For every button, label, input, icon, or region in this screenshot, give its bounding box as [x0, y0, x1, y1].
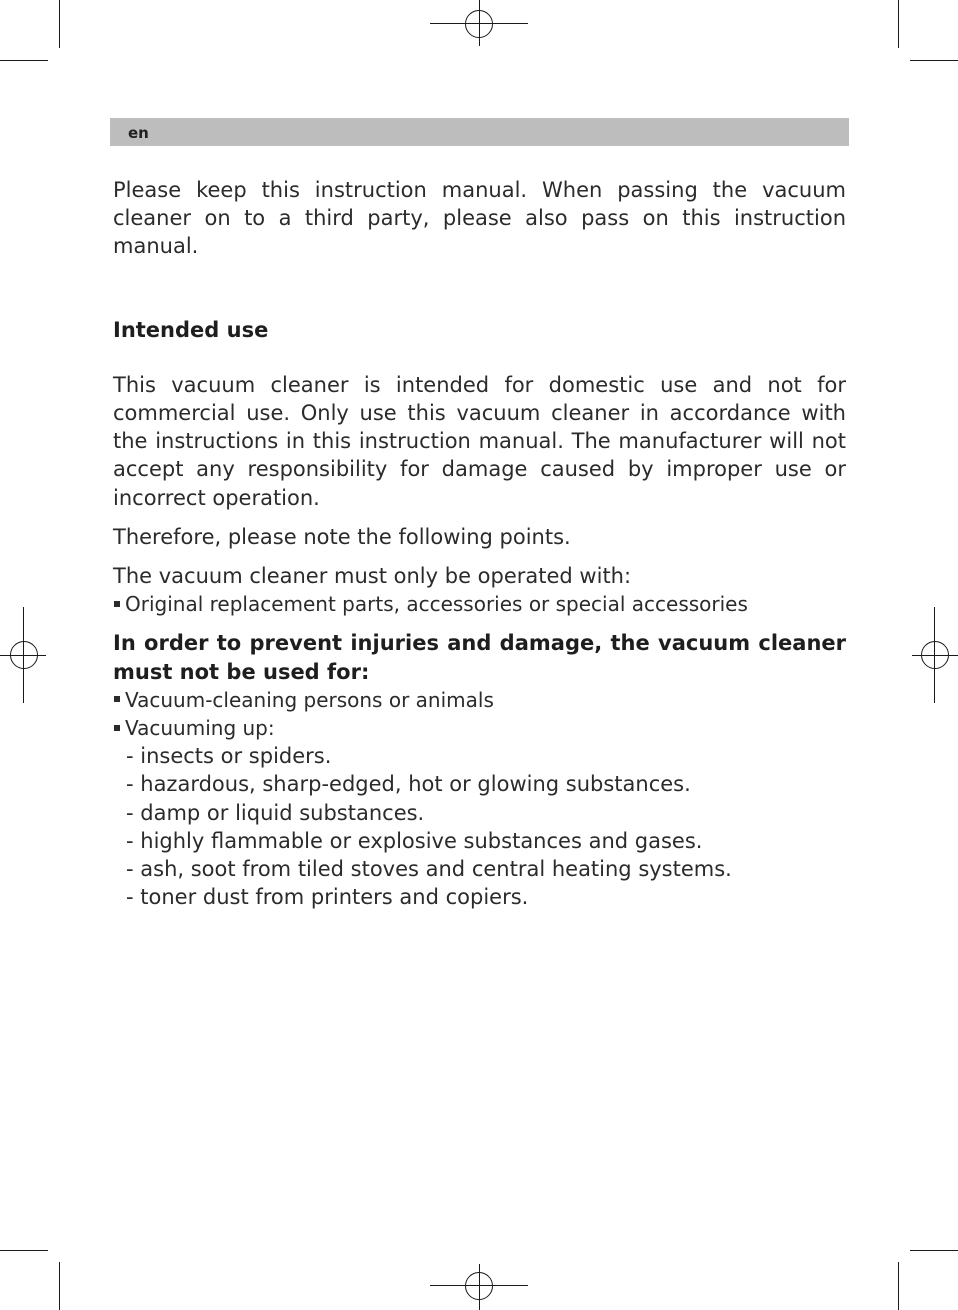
note-paragraph: Therefore, please note the following points. — [113, 524, 571, 549]
sub-list-item: - damp or liquid substances. — [126, 800, 425, 825]
list-item: Vacuum-cleaning persons or animals — [113, 686, 846, 714]
registration-circle-icon — [465, 10, 493, 38]
intended-use-paragraph: This vacuum cleaner is intended for domestic use and not for commercial use. Only use this vacuum cleaner in accordance with the instructions in this instruction manual. The manufacturer will not accept any responsibility for damage caused by improper use or incorrect operation. — [113, 372, 846, 510]
crop-mark — [898, 1262, 899, 1310]
language-code: en — [128, 124, 149, 142]
crop-mark — [59, 1262, 60, 1310]
sub-list-item: - highly flammable or explosive substances and gases. — [126, 828, 703, 853]
crop-mark — [910, 1250, 958, 1251]
operated-with-label: The vacuum cleaner must only be operated with: — [113, 564, 632, 589]
section-heading: Intended use — [113, 317, 269, 342]
list-item: Original replacement parts, accessories or special accessories — [113, 590, 846, 618]
crop-mark — [0, 1250, 48, 1251]
registration-circle-icon — [465, 1272, 493, 1300]
sub-list-item: - insects or spiders. — [126, 744, 332, 769]
sub-list-item: - ash, soot from tiled stoves and central heating systems. — [126, 857, 732, 882]
sub-list-item: - hazardous, sharp-edged, hot or glowing substances. — [126, 772, 691, 797]
language-header-bar — [110, 118, 849, 146]
sub-list-item: - toner dust from printers and copiers. — [126, 885, 529, 910]
crop-mark — [910, 60, 958, 61]
registration-circle-icon — [921, 641, 949, 669]
warning-heading: In order to prevent injuries and damage, the vacuum cleaner must not be used for: — [113, 631, 846, 684]
intro-paragraph: Please keep this instruction manual. When passing the vacuum cleaner on to a third party, please also pass on this instruction manual. — [113, 178, 846, 259]
crop-mark — [59, 0, 60, 48]
bullet-square-icon — [114, 601, 120, 607]
crop-mark — [898, 0, 899, 48]
registration-circle-icon — [10, 641, 38, 669]
crop-mark — [0, 60, 48, 61]
bullet-square-icon — [114, 696, 120, 702]
manual-content — [113, 176, 846, 911]
bullet-square-icon — [114, 725, 120, 731]
list-item: Vacuuming up: — [113, 714, 846, 742]
